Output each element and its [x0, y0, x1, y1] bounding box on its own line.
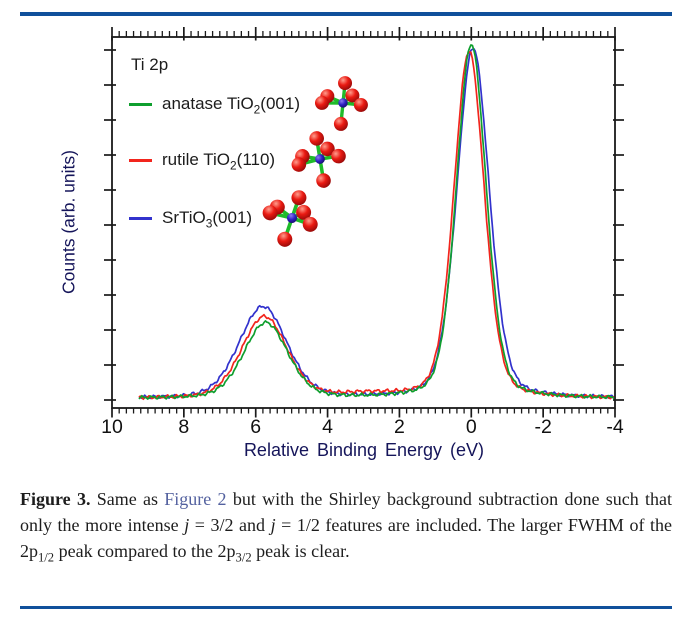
tio6-molecule-anatase	[314, 75, 370, 133]
x-tick-label: -4	[606, 416, 624, 438]
bottom-divider-rule	[20, 606, 672, 609]
x-tick-label: 0	[465, 416, 477, 438]
legend-swatch-srtio3	[129, 217, 152, 220]
figure-2-link[interactable]: Figure 2	[164, 489, 227, 509]
tio6-molecule-srtio3	[255, 182, 326, 254]
text-segment: = 3/2 and	[189, 515, 271, 535]
text-segment: (001)	[212, 208, 253, 227]
panel-label: Ti 2p	[131, 55, 169, 74]
text-segment: but with the Shirley background subtraction done such that only the more intense	[20, 489, 672, 535]
text-segment: (110)	[236, 150, 276, 169]
legend-label-rutile	[162, 150, 276, 173]
text-segment: Figure 3.	[20, 489, 91, 509]
legend-label-srtio3	[162, 208, 253, 231]
x-tick-label: 4	[322, 416, 334, 438]
text-segment: j	[270, 515, 276, 535]
y-axis-title: Counts (arb. units)	[58, 150, 79, 294]
text-segment: peak compared to the 2p	[54, 541, 236, 561]
subscript-text: 3	[205, 216, 213, 231]
legend-label-anatase	[162, 94, 300, 117]
legend-swatch-anatase	[129, 103, 152, 106]
legend-item-rutile	[129, 150, 276, 173]
x-tick-label: 2	[393, 416, 405, 438]
text-segment: Same as	[90, 489, 165, 509]
text-segment: SrTiO	[162, 208, 206, 227]
subscript-text: 1/2	[38, 550, 55, 565]
subscript-text: 2	[230, 158, 237, 173]
text-segment: j	[184, 515, 190, 535]
subscript-text: 2	[253, 102, 261, 117]
x-tick-label: 10	[101, 416, 123, 438]
x-axis-title: Relative Binding Energy (eV)	[243, 440, 485, 460]
x-tick-label: -2	[534, 416, 552, 438]
legend-swatch-rutile	[129, 159, 152, 162]
text-segment: rutile TiO	[162, 150, 231, 169]
legend-item-anatase	[129, 94, 300, 117]
figure-caption	[20, 486, 672, 564]
x-tick-label: 8	[178, 416, 190, 438]
text-segment: anatase TiO	[162, 94, 254, 113]
text-segment: = 1/2 features are included. The larger FWHM of the 2p	[20, 515, 672, 561]
legend-item-srtio3	[129, 208, 253, 231]
x-tick-label: 6	[250, 416, 262, 438]
axes-layer	[101, 27, 624, 438]
text-segment: peak is clear.	[251, 541, 350, 561]
text-segment: (001)	[260, 94, 300, 113]
tio6-molecule-rutile	[286, 126, 352, 193]
subscript-text: 3/2	[235, 550, 252, 565]
